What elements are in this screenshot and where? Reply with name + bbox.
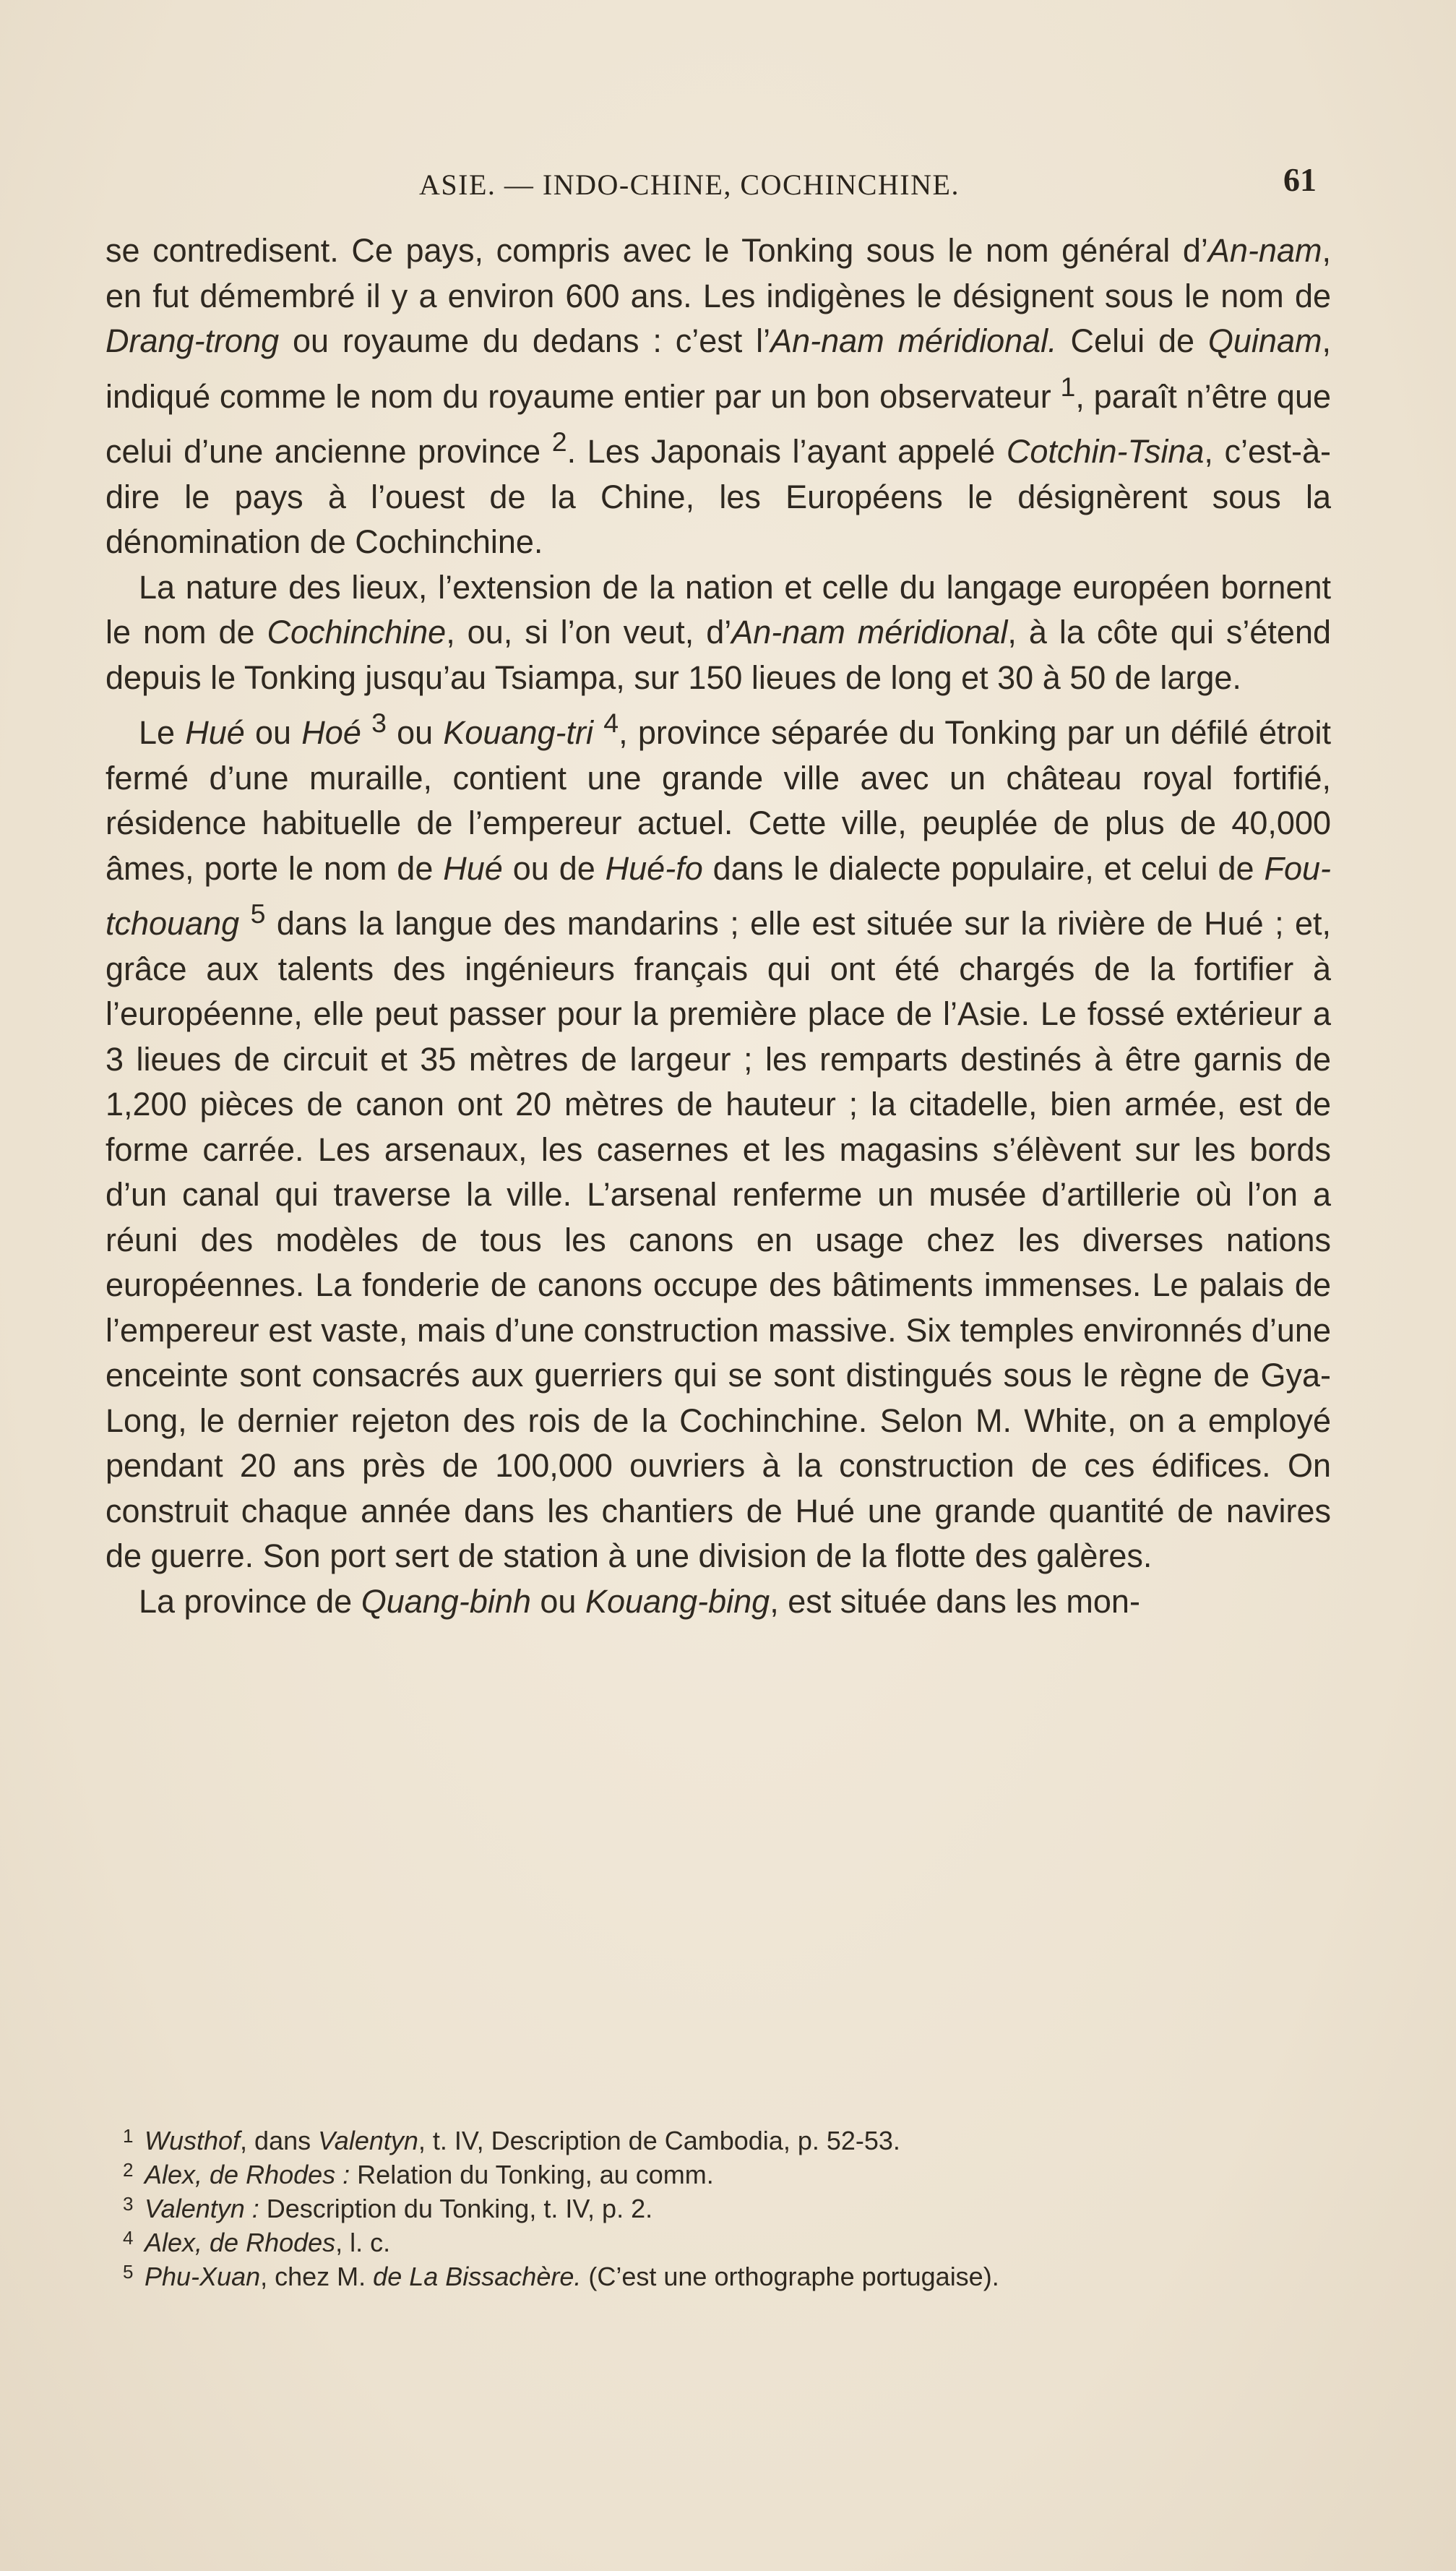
footnotes <box>123 2121 1308 2291</box>
footnote-number: 2 <box>123 2159 134 2181</box>
paragraph: Le Hué ou Hoé $^3$ ou Kouang-tri $^4$, province séparée du Tonking par un défilé étroit fermé d’une muraille, contient une grande ville avec un château royal fortifié, résidence habituelle de l’empereur actuel. Cette ville, peuplée de plus de 40,000 âmes, porte le nom de Hué ou de Hué-fo dans le dialecte populaire, et celui de Fou-tchouang $^5$ dans la langue des mandarins ; elle est située sur la rivière de Hué ; et, grâce aux talents des ingénieurs français qui ont été chargés de la fortifier à l’européenne, elle peut passer pour la première place de l’Asie. Le fossé extérieur a 3 lieues de circuit et 35 mètres de largeur ; les remparts destinés à être garnis de 1,200 pièces de canon ont 20 mètres de hauteur ; la citadelle, bien armée, est de forme carrée. Les arsenaux, les casernes et les magasins s’élèvent sur les bords d’un canal qui traverse la ville. L’arsenal renferme un musée d’artillerie où l’on a réuni des modèles de tous les canons en usage chez les diverses nations européennes. La fonderie de canons occupe des bâtiments immenses. Le palais de l’empereur est vaste, mais d’une construction massive. Six temples environnés d’une enceinte sont consacrés aux guerriers qui se sont distingués sous le règne de Gya-Long, le dernier rejeton des rois de la Cochinchine. Selon M. White, on a employé pendant 20 ans près de 100,000 ouvriers à la construction de ces édifices. On construit chaque année dans les chantiers de Hué une grande quantité de navires de guerre. Son port sert de station à une division de la flotte des galères. <box>105 708 1332 1574</box>
footnote-text: Wusthof, dans Valentyn, t. IV, Description de Cambodia, p. 52-53. <box>145 2126 900 2155</box>
footnote-number: 5 <box>123 2261 134 2283</box>
footnote-number: 4 <box>123 2227 134 2249</box>
footnote <box>123 2155 1308 2189</box>
footnote-number: 1 <box>123 2125 134 2147</box>
footnote <box>123 2121 1308 2155</box>
footnote-number: 3 <box>123 2193 134 2215</box>
page-number: 61 <box>1283 161 1317 198</box>
running-head <box>0 161 1456 211</box>
footnote-text: Phu-Xuan, chez M. de La Bissachère. (C’est une orthographe portugaise). <box>145 2262 999 2291</box>
footnote-text: Alex, de Rhodes : Relation du Tonking, au comm. <box>145 2160 714 2189</box>
footnote <box>123 2189 1308 2223</box>
footnote <box>123 2257 1308 2291</box>
footnote-text: Valentyn : Description du Tonking, t. IV, p. 2. <box>145 2194 653 2223</box>
paragraph: se contredisent. Ce pays, compris avec le Tonking sous le nom général d’An-nam, en fut démembré il y a environ 600 ans. Les indigènes le désignent sous le nom de Drang-trong ou royaume du dedans : c’est l’An-nam méridional. Celui de Quinam, indiqué comme le nom du royaume entier par un bon observateur $^1$, paraît n’être que celui d’une ancienne province $^2$. Les Japonais l’ayant appelé Cotchin-Tsina, c’est-à-dire le pays à l’ouest de la Chine, les Européens le désignèrent sous la dénomination de Cochinchine. <box>105 232 1331 560</box>
footnote <box>123 2223 1308 2257</box>
paragraph: La province de Quang-binh ou Kouang-bing, est située dans les mon- <box>139 1582 1140 1620</box>
running-title: ASIE. — INDO-CHINE, COCHINCHINE. <box>419 168 960 201</box>
body-text <box>105 228 1331 1624</box>
footnote-text: Alex, de Rhodes, l. c. <box>145 2228 391 2257</box>
paragraph: La nature des lieux, l’extension de la nation et celle du langage européen bornent le nom de Cochinchine, ou, si l’on veut, d’An-nam méridional, à la côte qui s’étend depuis le Tonking jusqu’au Tsiampa, sur 150 lieues de long et 30 à 50 de large. <box>105 568 1331 696</box>
